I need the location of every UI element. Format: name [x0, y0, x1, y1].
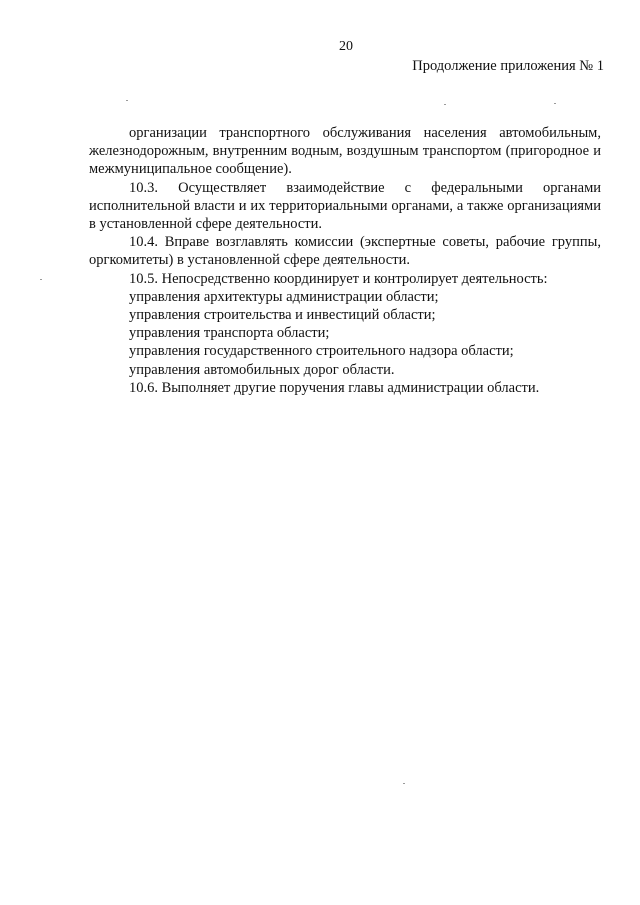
- paragraph-10-4: 10.4. Вправе возглавлять комиссии (экспертные советы, рабочие группы, оргкомитеты) в установленной сфере деятельности.: [89, 234, 601, 269]
- list-item: управления государственного строительного надзора области;: [129, 343, 514, 360]
- list-item: управления автомобильных дорог области.: [129, 361, 395, 378]
- scan-speck: [40, 279, 42, 280]
- scan-speck: [403, 783, 405, 784]
- list-item: управления строительства и инвестиций области;: [129, 307, 436, 324]
- scan-speck: [554, 103, 556, 104]
- paragraph-10-5: 10.5. Непосредственно координирует и контролирует деятельность:: [129, 270, 548, 287]
- appendix-continuation-label: Продолжение приложения № 1: [412, 58, 604, 74]
- paragraph-10-3: 10.3. Осуществляет взаимодействие с федеральными органами исполнительной власти и их территориальными органами, а также организациями в установленной сфере деятельности.: [89, 179, 601, 233]
- list-item: управления архитектуры администрации области;: [129, 288, 439, 305]
- scan-speck: [126, 100, 128, 101]
- list-item: управления транспорта области;: [129, 325, 330, 342]
- coordinated-departments-list: [89, 288, 601, 379]
- paragraph-10-6: 10.6. Выполняет другие поручения главы администрации области.: [129, 379, 540, 396]
- page-number: 20: [339, 39, 353, 54]
- paragraph-transport-organization: организации транспортного обслуживания населения автомобильным, железнодорожным, внутренним водным, воздушным транспортом (пригородное и межмуниципальное сообщение).: [89, 125, 601, 178]
- document-body: [89, 124, 601, 397]
- scan-speck: [444, 104, 446, 105]
